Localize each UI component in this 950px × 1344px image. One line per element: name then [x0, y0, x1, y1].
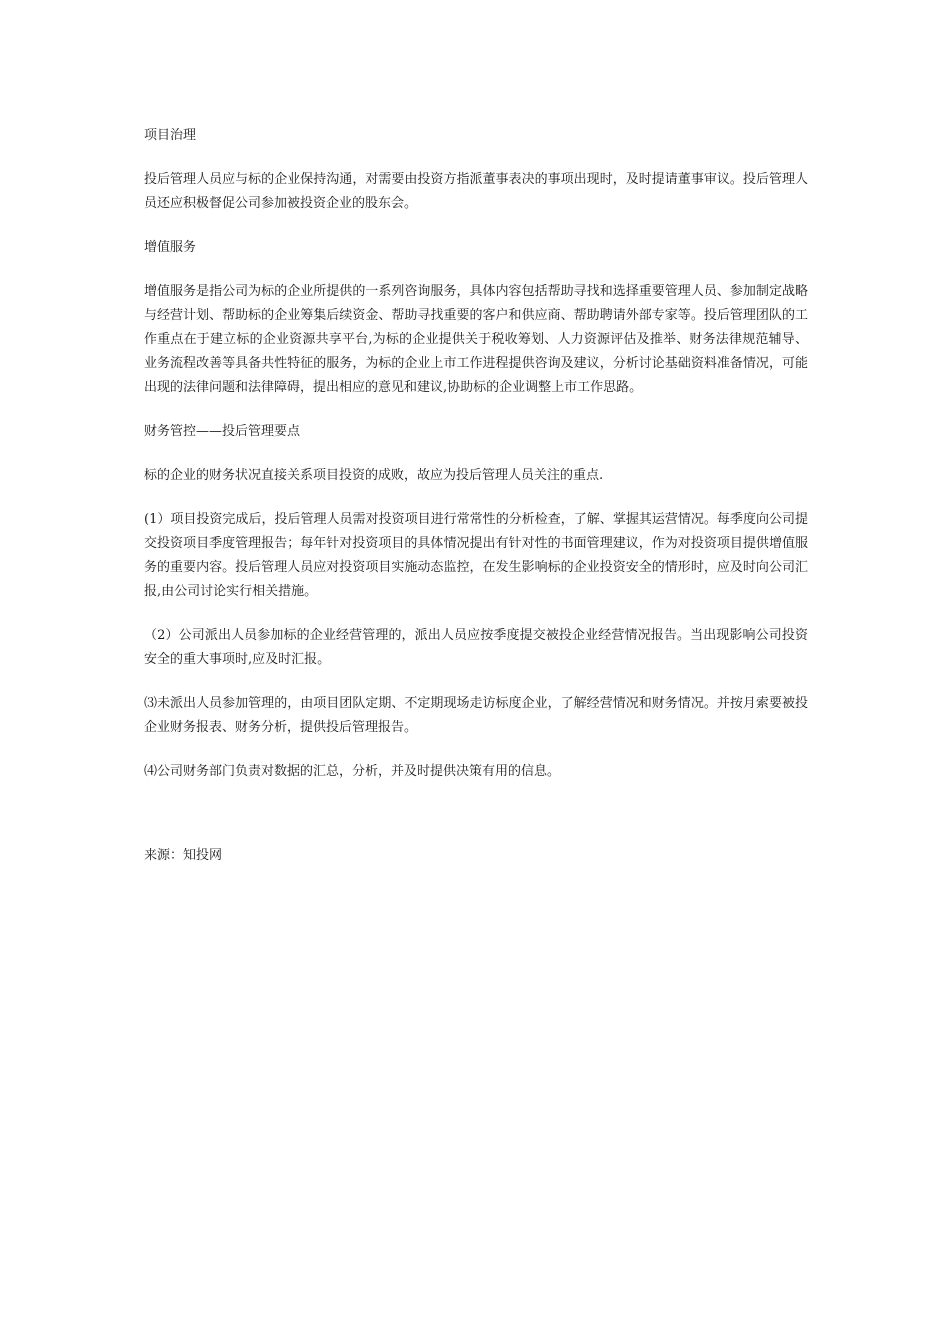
paragraph: ⑷公司财务部门负责对数据的汇总，分析，并及时提供决策有用的信息。 — [144, 764, 561, 779]
paragraph: 增值服务是指公司为标的企业所提供的一系列咨询服务，具体内容包括帮助寻找和选择重要管理人员、参加制定战略与经营计划、帮助标的企业筹集后续资金、帮助寻找重要的客户和供应商、帮助聘请外部专家等。投后管理团队的工作重点在于建立标的企业资源共享平台,为标的企业提供关于税收筹划、人力资源评估及推举、财务法律规范辅导、业务流程改善等具备共性特征的服务，为标的企业上市工作进程提供咨询及建议，分析讨论基础资料准备情况，可能出现的法律问题和法律障碍，提出相应的意见和建议,协助标的企业调整上市工作思路。 — [144, 284, 808, 395]
paragraph: 投后管理人员应与标的企业保持沟通，对需要由投资方指派董事表决的事项出现时，及时提请董事审议。投后管理人员还应积极督促公司参加被投资企业的股东会。 — [144, 172, 808, 211]
document-body — [144, 124, 808, 888]
paragraph: 标的企业的财务状况直接关系项目投资的成败，故应为投后管理人员关注的重点. — [144, 468, 604, 483]
paragraph: ⑶未派出人员参加管理的，由项目团队定期、不定期现场走访标度企业，了解经营情况和财务情况。并按月索要被投企业财务报表、财务分析，提供投后管理报告。 — [144, 696, 808, 735]
section-heading-project-governance: 项目治理 — [144, 128, 197, 143]
paragraph: （2）公司派出人员参加标的企业经营管理的，派出人员应按季度提交被投企业经营情况报告。当出现影响公司投资安全的重大事项时,应及时汇报。 — [144, 628, 808, 667]
section-heading-value-added-services: 增值服务 — [144, 240, 197, 255]
paragraph: (1）项目投资完成后，投后管理人员需对投资项目进行常常性的分析检查，了解、掌握其运营情况。每季度向公司提交投资项目季度管理报告；每年针对投资项目的具体情况提出有针对性的书面管理建议，作为对投资项目提供增值服务的重要内容。投后管理人员应对投资项目实施动态监控，在发生影响标的企业投资安全的情形时，应及时向公司汇报,由公司讨论实行相关措施。 — [144, 512, 808, 599]
spacer — [144, 804, 808, 844]
section-heading-financial-control: 财务管控——投后管理要点 — [144, 424, 301, 439]
source-line: 来源：知投网 — [144, 848, 223, 863]
